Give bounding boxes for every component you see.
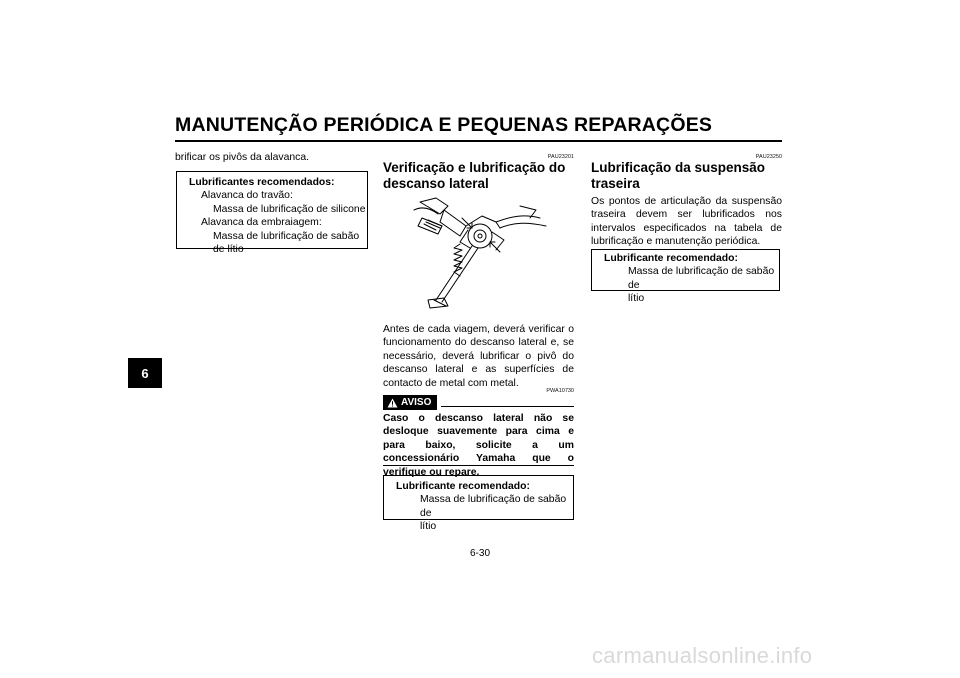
right-heading-line2: traseira bbox=[591, 176, 640, 191]
middle-section-heading bbox=[383, 160, 578, 192]
left-lubricant-item2-value-line1: Massa de lubrificação de sabão bbox=[213, 230, 360, 242]
left-lubricant-item1-label: Alavanca do travão: bbox=[201, 190, 293, 202]
right-section-code: PAU23250 bbox=[755, 154, 782, 160]
warning-header bbox=[383, 395, 574, 410]
watermark: carmanualsonline.info bbox=[592, 643, 813, 668]
middle-lubricant-value-line1: Massa de lubrificação de sabão de bbox=[420, 494, 567, 519]
left-lubricant-box-title: Lubrificantes recomendados: bbox=[189, 177, 335, 188]
warning-label: AVISO bbox=[401, 397, 432, 408]
right-lubricant-value-line2: lítio bbox=[628, 293, 645, 305]
warning-badge bbox=[383, 395, 437, 410]
middle-heading-line2: descanso lateral bbox=[383, 176, 489, 191]
middle-lubricant-value-line2: lítio bbox=[420, 521, 437, 533]
right-lubricant-box bbox=[591, 249, 780, 305]
left-lubricant-item2-label: Alavanca da embraiagem: bbox=[201, 217, 322, 229]
chapter-tab[interactable]: 6 bbox=[128, 358, 162, 388]
warning-code: PWA10730 bbox=[546, 388, 574, 394]
middle-heading-line1: Verificação e lubrificação do bbox=[383, 160, 566, 175]
right-paragraph: Os pontos de articulação da suspensão traseira devem ser lubrificados nos intervalos especificados na tabela de lubrificação e manutenção periódica. bbox=[591, 196, 782, 248]
right-section-heading bbox=[591, 160, 786, 192]
warning-triangle-icon bbox=[387, 398, 398, 408]
left-lubricant-item1-value: Massa de lubrificação de silicone bbox=[213, 203, 366, 215]
left-lubricant-item2-value-line2: de lítio bbox=[213, 244, 244, 256]
left-lubricant-box bbox=[176, 171, 368, 256]
warning-header-rule bbox=[441, 406, 574, 407]
middle-section-code: PAU23201 bbox=[547, 154, 574, 160]
middle-paragraph: Antes de cada viagem, deverá verificar o funcionamento do descanso lateral e, se necessário, deverá lubrificar o pivô do descanso lateral e as superfícies de contacto de metal com metal. bbox=[383, 324, 574, 389]
page-number: 6-30 bbox=[469, 548, 490, 559]
warning-bottom-rule bbox=[383, 465, 574, 466]
right-lubricant-value-line1: Massa de lubrificação de sabão de bbox=[628, 266, 775, 291]
sidestand-illustration bbox=[400, 196, 550, 314]
right-lubricant-box-title: Lubrificante recomendado: bbox=[604, 253, 738, 264]
right-heading-line1: Lubrificação da suspensão bbox=[591, 160, 766, 175]
page-title: MANUTENÇÃO PERIÓDICA E PEQUENAS REPARAÇÕES bbox=[175, 114, 713, 136]
left-intro-text: brificar os pivôs da alavanca. bbox=[175, 152, 309, 163]
warning-text: Caso o descanso lateral não se desloque suavemente para cima e para baixo, solicite a um concessionário Yamaha que o verifique ou repare. bbox=[383, 413, 574, 478]
middle-lubricant-box-title: Lubrificante recomendado: bbox=[396, 481, 530, 492]
header-rule bbox=[175, 140, 782, 142]
middle-lubricant-box bbox=[383, 475, 574, 533]
